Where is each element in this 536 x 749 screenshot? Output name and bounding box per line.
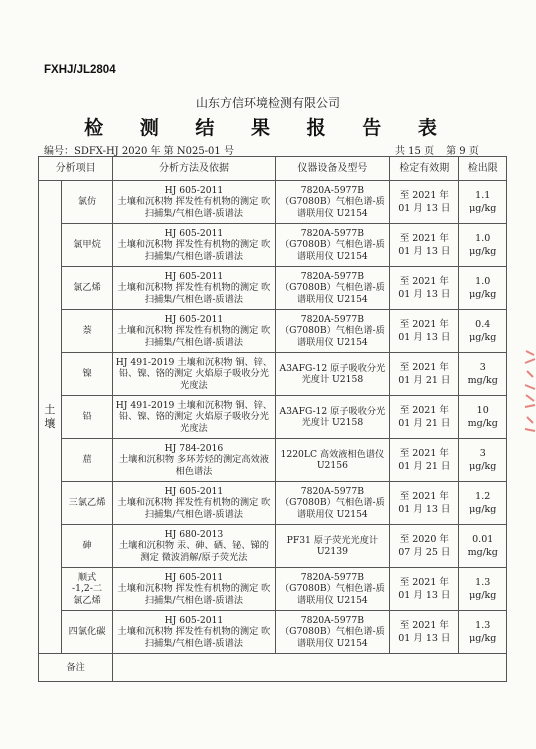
detection-limit: 0.4 μg/kg (459, 310, 507, 353)
notes-row (39, 654, 507, 682)
analysis-item: 镍 (61, 353, 113, 396)
instrument-model: A3AFG-12 原子吸收分光光度计 U2158 (275, 353, 390, 396)
red-stamp (522, 345, 536, 435)
validity-date: 至 2021 年 01 月 21 日 (390, 353, 459, 396)
header-instrument: 仪器设备及型号 (275, 157, 390, 181)
analysis-item: 四氯化碳 (61, 611, 113, 654)
validity-date: 至 2021 年 01 月 13 日 (390, 568, 459, 611)
document-code: FXHJ/JL2804 (44, 64, 116, 76)
table-row (39, 611, 507, 654)
table-row (39, 310, 507, 353)
method-basis: HJ 605-2011 土壤和沉积物 挥发性有机物的测定 吹扫捕集/气相色谱-质谱法 (113, 267, 275, 310)
method-basis: HJ 605-2011 土壤和沉积物 挥发性有机物的测定 吹扫捕集/气相色谱-质谱法 (113, 224, 275, 267)
method-basis: HJ 605-2011 土壤和沉积物 挥发性有机物的测定 吹扫捕集/气相色谱-质谱法 (113, 611, 275, 654)
analysis-item: 氯甲烷 (61, 224, 113, 267)
method-basis: HJ 784-2016 土壤和沉积物 多环芳烃的测定高效液相色谱法 (113, 439, 275, 482)
detection-limit: 10 mg/kg (459, 396, 507, 439)
report-title: 检 测 结 果 报 告 表 (84, 117, 452, 139)
instrument-model: 7820A-5977B （G7080B）气相色谱-质谱联用仪 U2154 (275, 181, 390, 224)
detection-limit: 1.0 μg/kg (459, 267, 507, 310)
table-row (39, 353, 507, 396)
validity-date: 至 2021 年 01 月 21 日 (390, 439, 459, 482)
instrument-model: PF31 原子荧光光度计 U2139 (275, 525, 390, 568)
table-row (39, 482, 507, 525)
analysis-item: 萘 (61, 310, 113, 353)
instrument-model: 7820A-5977B （G7080B）气相色谱-质谱联用仪 U2154 (275, 482, 390, 525)
detection-limit: 1.3 μg/kg (459, 611, 507, 654)
method-basis: HJ 605-2011 土壤和沉积物 挥发性有机物的测定 吹扫捕集/气相色谱-质谱法 (113, 181, 275, 224)
company-name: 山东方信环境检测有限公司 (195, 96, 340, 110)
validity-date: 至 2021 年 01 月 13 日 (390, 267, 459, 310)
notes-value (113, 654, 507, 682)
results-table (38, 156, 507, 682)
table-row (39, 224, 507, 267)
instrument-model: 7820A-5977B （G7080B）气相色谱-质谱联用仪 U2154 (275, 310, 390, 353)
page-number: 第 9 页 (446, 146, 479, 157)
validity-date: 至 2020 年 07 月 25 日 (390, 525, 459, 568)
header-validity: 检定有效期 (390, 157, 459, 181)
detection-limit: 1.1 μg/kg (459, 181, 507, 224)
page-info (395, 142, 479, 157)
analysis-item: 顺式 -1,2-二 氯乙烯 (61, 568, 113, 611)
detection-limit: 1.2 μg/kg (459, 482, 507, 525)
method-basis: HJ 680-2013 土壤和沉积物 汞、砷、硒、铋、锑的测定 微波消解/原子荧光法 (113, 525, 275, 568)
analysis-item: 氯乙烯 (61, 267, 113, 310)
table-row (39, 525, 507, 568)
report-serial: 编号：SDFX-HJ 2020 年 第 N025-01 号 (44, 146, 234, 157)
detection-limit: 0.01 mg/kg (459, 525, 507, 568)
validity-date: 至 2021 年 01 月 13 日 (390, 611, 459, 654)
validity-date: 至 2021 年 01 月 13 日 (390, 482, 459, 525)
table-body (39, 181, 507, 682)
instrument-model: 7820A-5977B （G7080B）气相色谱-质谱联用仪 U2154 (275, 568, 390, 611)
header-method: 分析方法及依据 (113, 157, 275, 181)
header-analysis-item: 分析项目 (39, 157, 113, 181)
validity-date: 至 2021 年 01 月 13 日 (390, 310, 459, 353)
stamp-mark (522, 345, 536, 435)
method-basis: HJ 605-2011 土壤和沉积物 挥发性有机物的测定 吹扫捕集/气相色谱-质谱法 (113, 568, 275, 611)
analysis-item: 氯仿 (61, 181, 113, 224)
header-row (39, 157, 507, 181)
analysis-item: 铅 (61, 396, 113, 439)
validity-date: 至 2021 年 01 月 21 日 (390, 396, 459, 439)
analysis-item: 三氯乙烯 (61, 482, 113, 525)
method-basis: HJ 491-2019 土壤和沉积物 铜、锌、铅、镍、铬的测定 火焰原子吸收分光光度法 (113, 396, 275, 439)
instrument-model: 7820A-5977B （G7080B）气相色谱-质谱联用仪 U2154 (275, 224, 390, 267)
sample-group: 土 壤 (39, 181, 62, 654)
instrument-model: 7820A-5977B （G7080B）气相色谱-质谱联用仪 U2154 (275, 611, 390, 654)
method-basis: HJ 491-2019 土壤和沉积物 铜、锌、铅、镍、铬的测定 火焰原子吸收分光光度法 (113, 353, 275, 396)
table-row (39, 181, 507, 224)
method-basis: HJ 605-2011 土壤和沉积物 挥发性有机物的测定 吹扫捕集/气相色谱-质谱法 (113, 310, 275, 353)
header-detection-limit: 检出限 (459, 157, 507, 181)
table-row (39, 568, 507, 611)
validity-date: 至 2021 年 01 月 13 日 (390, 181, 459, 224)
table-row (39, 267, 507, 310)
notes-label: 备注 (39, 654, 113, 682)
method-basis: HJ 605-2011 土壤和沉积物 挥发性有机物的测定 吹扫捕集/气相色谱-质谱法 (113, 482, 275, 525)
analysis-item: 砷 (61, 525, 113, 568)
table-row (39, 439, 507, 482)
detection-limit: 3 mg/kg (459, 353, 507, 396)
instrument-model: 7820A-5977B （G7080B）气相色谱-质谱联用仪 U2154 (275, 267, 390, 310)
table-row (39, 396, 507, 439)
analysis-item: 䓛 (61, 439, 113, 482)
validity-date: 至 2021 年 01 月 13 日 (390, 224, 459, 267)
detection-limit: 1.3 μg/kg (459, 568, 507, 611)
detection-limit: 3 μg/kg (459, 439, 507, 482)
detection-limit: 1.0 μg/kg (459, 224, 507, 267)
instrument-model: A3AFG-12 原子吸收分光光度计 U2158 (275, 396, 390, 439)
instrument-model: 1220LC 高效液相色谱仪 U2156 (275, 439, 390, 482)
total-pages: 共 15 页 (395, 146, 435, 157)
